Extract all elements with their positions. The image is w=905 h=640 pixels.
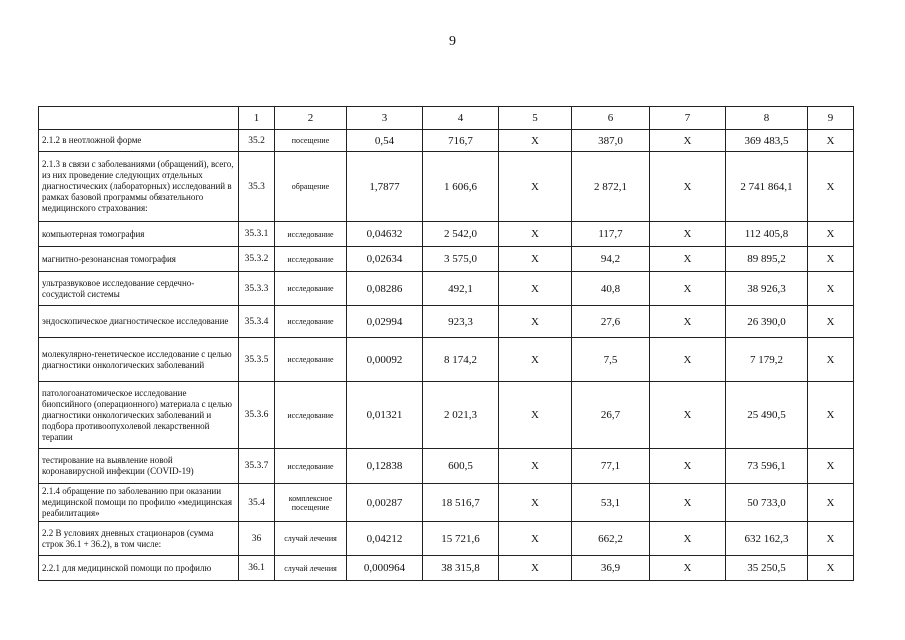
row-name-cell: эндоскопическое диагностическое исследование	[39, 306, 239, 338]
row-value-cell: 1 606,6	[423, 152, 499, 222]
row-value-cell: X	[808, 306, 854, 338]
row-value-cell: X	[650, 382, 726, 449]
row-value-cell: 38 315,8	[423, 556, 499, 581]
row-value-cell: 2 542,0	[423, 222, 499, 247]
row-value-cell: X	[808, 272, 854, 306]
row-value-cell: X	[808, 130, 854, 152]
header-cell: 5	[499, 107, 572, 130]
row-value-cell: 0,12838	[347, 449, 423, 484]
row-value-cell: 25 490,5	[726, 382, 808, 449]
page-number: 9	[449, 34, 456, 49]
row-value-cell: 35 250,5	[726, 556, 808, 581]
row-value-cell: 38 926,3	[726, 272, 808, 306]
table-row	[39, 272, 854, 306]
row-value-cell: 26 390,0	[726, 306, 808, 338]
row-unit-cell: комплексное посещение	[275, 484, 347, 522]
row-value-cell: 923,3	[423, 306, 499, 338]
row-unit-cell: исследование	[275, 338, 347, 382]
row-value-cell: 8 174,2	[423, 338, 499, 382]
row-value-cell: 0,00092	[347, 338, 423, 382]
row-value-cell: 1,7877	[347, 152, 423, 222]
row-code-cell: 36.1	[239, 556, 275, 581]
row-value-cell: X	[499, 556, 572, 581]
row-value-cell: X	[650, 484, 726, 522]
row-value-cell: X	[808, 338, 854, 382]
row-code-cell: 36	[239, 522, 275, 556]
row-value-cell: 40,8	[572, 272, 650, 306]
row-value-cell: 7,5	[572, 338, 650, 382]
row-value-cell: X	[650, 338, 726, 382]
row-value-cell: 77,1	[572, 449, 650, 484]
row-code-cell: 35.3.7	[239, 449, 275, 484]
row-value-cell: X	[808, 449, 854, 484]
row-name-cell: компьютерная томография	[39, 222, 239, 247]
row-value-cell: X	[499, 272, 572, 306]
table-row	[39, 130, 854, 152]
row-value-cell: 18 516,7	[423, 484, 499, 522]
row-value-cell: X	[499, 484, 572, 522]
row-value-cell: 600,5	[423, 449, 499, 484]
row-code-cell: 35.3.5	[239, 338, 275, 382]
header-cell: 9	[808, 107, 854, 130]
row-value-cell: 387,0	[572, 130, 650, 152]
row-value-cell: 2 741 864,1	[726, 152, 808, 222]
table-row	[39, 484, 854, 522]
row-value-cell: 492,1	[423, 272, 499, 306]
row-value-cell: 0,04212	[347, 522, 423, 556]
row-code-cell: 35.3.4	[239, 306, 275, 338]
row-value-cell: 0,02634	[347, 247, 423, 272]
row-value-cell: 27,6	[572, 306, 650, 338]
header-row	[39, 107, 854, 130]
row-value-cell: X	[650, 247, 726, 272]
row-value-cell: 26,7	[572, 382, 650, 449]
row-value-cell: 369 483,5	[726, 130, 808, 152]
header-cell: 4	[423, 107, 499, 130]
row-unit-cell: исследование	[275, 247, 347, 272]
row-value-cell: X	[808, 152, 854, 222]
row-value-cell: X	[499, 522, 572, 556]
row-code-cell: 35.3.3	[239, 272, 275, 306]
row-value-cell: 0,04632	[347, 222, 423, 247]
row-unit-cell: исследование	[275, 449, 347, 484]
row-value-cell: X	[499, 130, 572, 152]
row-value-cell: X	[808, 247, 854, 272]
data-table	[38, 106, 854, 581]
row-name-cell: тестирование на выявление новой коронавирусной инфекции (COVID-19)	[39, 449, 239, 484]
row-value-cell: X	[499, 306, 572, 338]
row-value-cell: X	[650, 222, 726, 247]
row-unit-cell: исследование	[275, 272, 347, 306]
row-value-cell: X	[499, 222, 572, 247]
row-value-cell: 73 596,1	[726, 449, 808, 484]
table-row	[39, 152, 854, 222]
row-unit-cell: исследование	[275, 382, 347, 449]
table-row	[39, 306, 854, 338]
row-unit-cell: случай лечения	[275, 522, 347, 556]
table-row	[39, 522, 854, 556]
row-value-cell: X	[650, 272, 726, 306]
row-value-cell: 0,01321	[347, 382, 423, 449]
row-value-cell: 0,000964	[347, 556, 423, 581]
row-value-cell: 0,54	[347, 130, 423, 152]
row-value-cell: X	[499, 449, 572, 484]
row-value-cell: X	[650, 306, 726, 338]
row-value-cell: X	[499, 152, 572, 222]
row-value-cell: X	[650, 152, 726, 222]
row-value-cell: X	[499, 338, 572, 382]
row-code-cell: 35.3.1	[239, 222, 275, 247]
row-value-cell: 2 872,1	[572, 152, 650, 222]
row-unit-cell: обращение	[275, 152, 347, 222]
row-name-cell: 2.2 В условиях дневных стационаров (сумма строк 36.1 + 36.2), в том числе:	[39, 522, 239, 556]
row-value-cell: X	[499, 247, 572, 272]
row-value-cell: X	[650, 130, 726, 152]
row-code-cell: 35.3.6	[239, 382, 275, 449]
row-value-cell: X	[808, 556, 854, 581]
row-name-cell: магнитно-резонансная томография	[39, 247, 239, 272]
header-cell: 7	[650, 107, 726, 130]
row-value-cell: 36,9	[572, 556, 650, 581]
header-cell: 3	[347, 107, 423, 130]
row-name-cell: 2.1.3 в связи с заболеваниями (обращений), всего, из них проведение следующих отдельных диагностических (лабораторных) исследований в рамках базовой программы обязательного медицинского страхования:	[39, 152, 239, 222]
table-row	[39, 338, 854, 382]
row-name-cell: 2.1.4 обращение по заболеванию при оказании медицинской помощи по профилю «медицинская реабилитация»	[39, 484, 239, 522]
row-value-cell: 117,7	[572, 222, 650, 247]
row-code-cell: 35.3.2	[239, 247, 275, 272]
row-code-cell: 35.2	[239, 130, 275, 152]
header-cell: 2	[275, 107, 347, 130]
row-value-cell: 3 575,0	[423, 247, 499, 272]
row-value-cell: X	[650, 449, 726, 484]
row-value-cell: X	[808, 484, 854, 522]
row-value-cell: X	[650, 522, 726, 556]
header-cell: 8	[726, 107, 808, 130]
row-value-cell: X	[808, 382, 854, 449]
table-row	[39, 247, 854, 272]
row-value-cell: X	[650, 556, 726, 581]
row-value-cell: 2 021,3	[423, 382, 499, 449]
row-value-cell: 53,1	[572, 484, 650, 522]
table-row	[39, 222, 854, 247]
row-value-cell: 89 895,2	[726, 247, 808, 272]
row-value-cell: 0,08286	[347, 272, 423, 306]
row-value-cell: 50 733,0	[726, 484, 808, 522]
row-name-cell: патологоанатомическое исследование биопсийного (операционного) материала с целью диагностики онкологических заболеваний и подбора противоопухолевой лекарственной терапии	[39, 382, 239, 449]
row-name-cell: 2.2.1 для медицинской помощи по профилю	[39, 556, 239, 581]
row-name-cell: молекулярно-генетическое исследование с целью диагностики онкологических заболеваний	[39, 338, 239, 382]
row-value-cell: 94,2	[572, 247, 650, 272]
row-code-cell: 35.4	[239, 484, 275, 522]
row-value-cell: X	[808, 222, 854, 247]
table-row	[39, 556, 854, 581]
row-value-cell: 7 179,2	[726, 338, 808, 382]
row-value-cell: 662,2	[572, 522, 650, 556]
table-row	[39, 449, 854, 484]
row-unit-cell: исследование	[275, 306, 347, 338]
header-cell	[39, 107, 239, 130]
row-value-cell: 112 405,8	[726, 222, 808, 247]
row-value-cell: X	[499, 382, 572, 449]
header-cell: 1	[239, 107, 275, 130]
row-value-cell: 15 721,6	[423, 522, 499, 556]
row-code-cell: 35.3	[239, 152, 275, 222]
row-value-cell: 716,7	[423, 130, 499, 152]
table-row	[39, 382, 854, 449]
row-value-cell: 0,02994	[347, 306, 423, 338]
row-unit-cell: исследование	[275, 222, 347, 247]
row-name-cell: ультразвуковое исследование сердечно-сосудистой системы	[39, 272, 239, 306]
row-name-cell: 2.1.2 в неотложной форме	[39, 130, 239, 152]
row-value-cell: 632 162,3	[726, 522, 808, 556]
header-cell: 6	[572, 107, 650, 130]
row-unit-cell: посещение	[275, 130, 347, 152]
row-unit-cell: случай лечения	[275, 556, 347, 581]
row-value-cell: 0,00287	[347, 484, 423, 522]
row-value-cell: X	[808, 522, 854, 556]
